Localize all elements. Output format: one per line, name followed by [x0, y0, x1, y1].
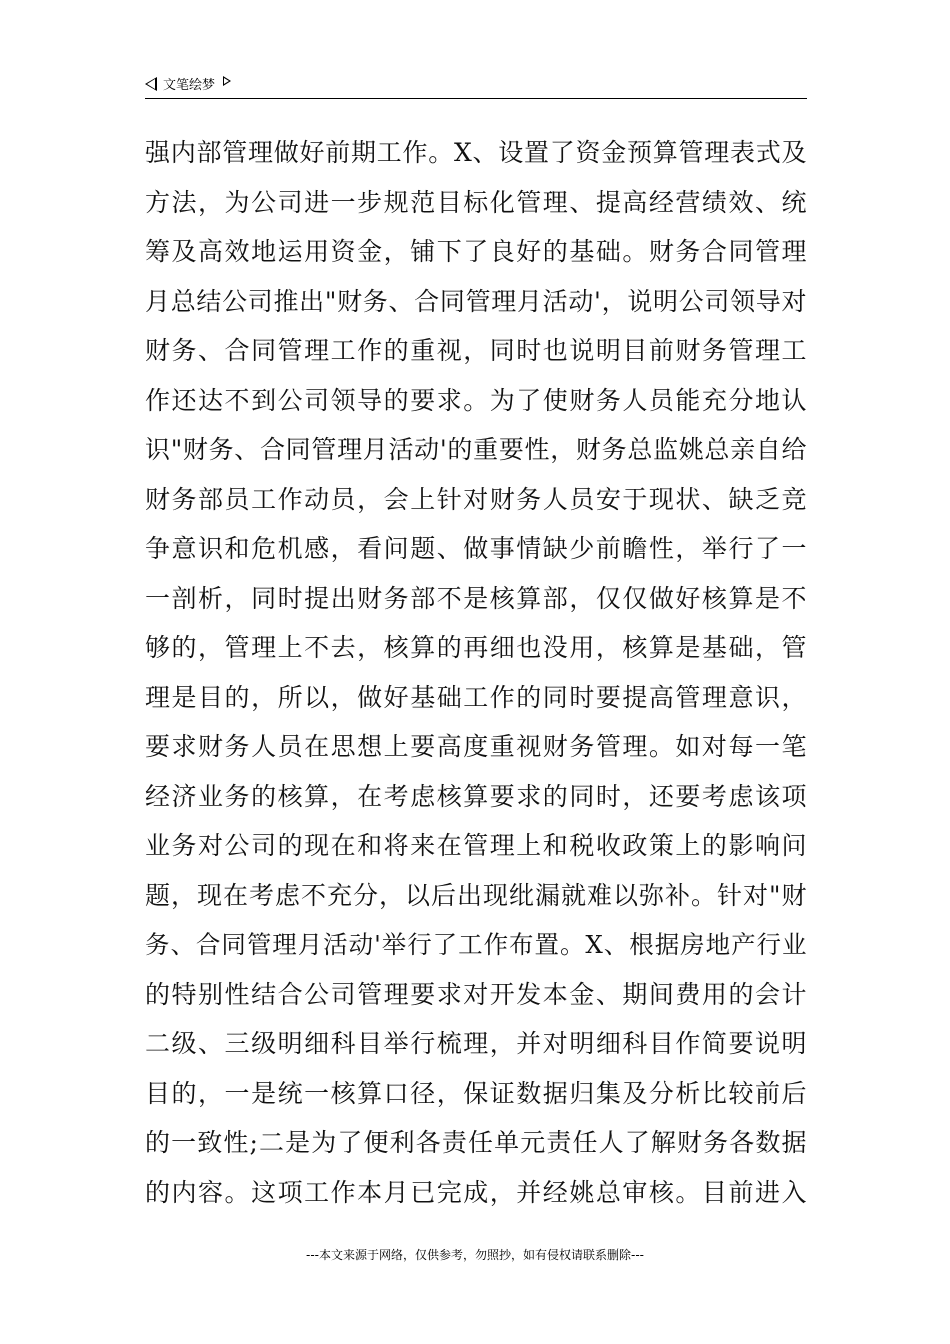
logo-text: 文笔绘梦: [163, 78, 216, 93]
body-line: 方法，为公司进一步规范目标化管理、提高经营绩效、统: [145, 187, 807, 217]
body-line: 二级、三级明细科目举行梳理，并对明细科目作简要说明: [145, 1029, 807, 1058]
body-line: 争意识和危机感，看问题、做事情缺少前瞻性，举行了一: [145, 534, 807, 563]
triangle-left-icon: [145, 77, 157, 91]
body-line: 题，现在考虑不充分，以后出现纰漏就难以弥补。针对"财: [145, 880, 807, 910]
triangle-right-icon: [223, 76, 231, 86]
body-line: 的特别性结合公司管理要求对开发本金、期间费用的会计: [145, 979, 807, 1009]
body-line: 财务、合同管理工作的重视，同时也说明目前财务管理工: [145, 336, 807, 365]
body-line: 够的，管理上不去，核算的再细也没用，核算是基础，管: [145, 633, 807, 662]
body-line: 一剖析，同时提出财务部不是核算部，仅仅做好核算是不: [145, 583, 807, 613]
body-line: 目的，一是统一核算口径，保证数据归集及分析比较前后: [145, 1078, 807, 1108]
body-line: 要求财务人员在思想上要高度重视财务管理。如对每一笔: [145, 732, 807, 761]
body-line: 识"财务、合同管理月活动'的重要性，财务总监姚总亲自给: [145, 435, 807, 464]
body-line: 业务对公司的现在和将来在管理上和税收政策上的影响问: [145, 831, 807, 860]
body-line: 的一致性;二是为了便利各责任单元责任人了解财务各数据: [145, 1128, 807, 1157]
page-footer-disclaimer: ---本文来源于网络，仅供参考，勿照抄，如有侵权请联系删除---: [306, 1248, 644, 1262]
body-line: 的内容。这项工作本月已完成，并经姚总审核。目前进入: [145, 1177, 807, 1207]
body-line: 筹及高效地运用资金，铺下了良好的基础。财务合同管理: [145, 237, 807, 266]
body-line: 强内部管理做好前期工作。X、设置了资金预算管理表式及: [145, 138, 807, 167]
body-line: 务、合同管理月活动'举行了工作布置。X、根据房地产行业: [145, 930, 807, 959]
page-header: [145, 72, 807, 99]
body-line: 经济业务的核算，在考虑核算要求的同时，还要考虑该项: [145, 781, 807, 811]
header-logo: [145, 74, 231, 93]
body-line: 财务部员工作动员，会上针对财务人员安于现状、缺乏竞: [145, 484, 807, 514]
document-body: [145, 128, 807, 1217]
body-line: 作还达不到公司领导的要求。为了使财务人员能充分地认: [145, 385, 807, 415]
body-line: 理是目的，所以，做好基础工作的同时要提高管理意识，: [145, 682, 807, 712]
body-line: 月总结公司推出"财务、合同管理月活动'，说明公司领导对: [145, 286, 807, 316]
